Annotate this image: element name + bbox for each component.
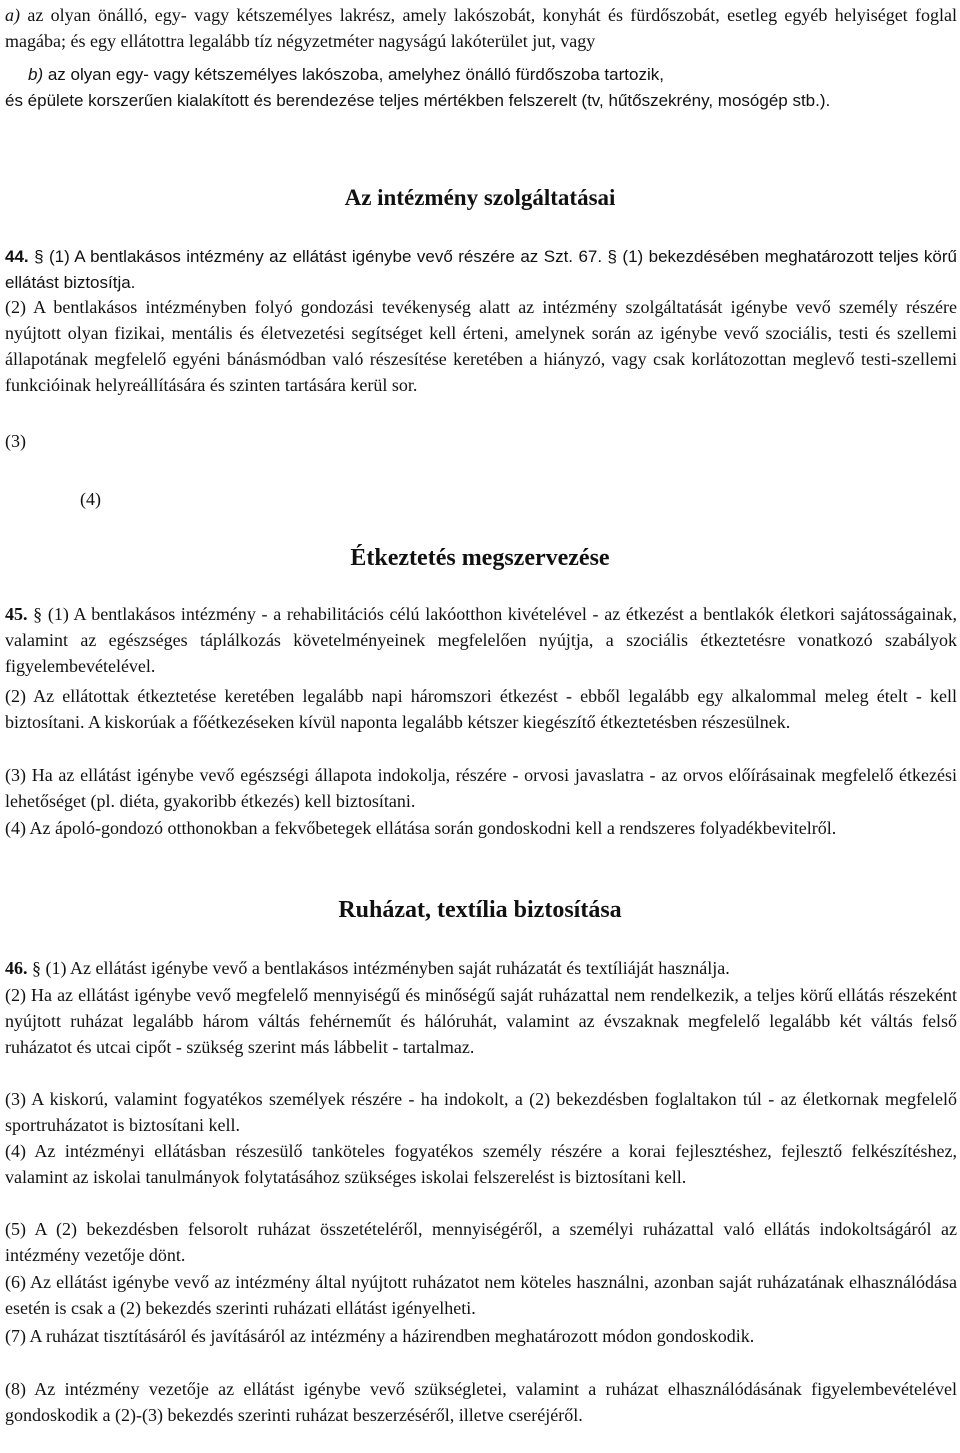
section-46-para-4: (4) Az intézményi ellátásban részesülő tanköteles fogyatékos személy részére a korai fejlesztéshez, fejlesztő felkészítéshez, valamint az iskolai tanulmányok folytatásához szükséges iskolai felszerelést is biztosítani kell. [5, 1141, 957, 1187]
section-46-para-8: (8) Az intézmény vezetője az ellátást igénybe vevő szükségletei, valamint a ruházat elhasználódásának figyelembevételével gondoskodik a (2)-(3) bekezdés szerinti ruházat beszerzéséről, illetve cseréjéről. [5, 1379, 957, 1425]
clause-b-marker: b) [28, 65, 44, 84]
clause-a-marker: a) [5, 5, 20, 25]
section-46-para-2: (2) Ha az ellátást igénybe vevő megfelelő mennyiségű és minőségű saját ruházattal nem rendelkezik, a teljes körű ellátás részeként nyújtott ruházat legalább három váltás fehérneműt és hálóruhát, valamint az évszaknak megfelelő legalább két váltás felső ruházatot és utcai cipőt - szükség szerint más lábbelit - tartalmaz. [5, 985, 957, 1057]
section-45-number: 45. [5, 604, 28, 624]
section-heading-catering: Étkeztetés megszervezése [350, 545, 610, 571]
section-heading-clothing: Ruházat, textília biztosítása [338, 897, 622, 923]
section-44-para-1 [5, 244, 957, 296]
section-44-para-1-text: § (1) A bentlakásos intézmény az ellátást igénybe vevő részére az Szt. 67. § (1) bekezdésében meghatározott teljes körű ellátást biztosítja. [5, 247, 957, 292]
section-45-para-4: (4) Az ápoló-gondozó otthonokban a fekvőbetegek ellátása során gondoskodni kell a rendszeres folyadékbevitelről. [5, 818, 837, 838]
section-44-number: 44. [5, 247, 29, 266]
section-45-para-1-text: § (1) A bentlakásos intézmény - a rehabilitációs célú lakóotthon kivételével - az étkezést a bentlakók életkori sajátosságainak, valamint az egészséges táplálkozás követelményeinek megfelelően nyújtja, a szociális étkeztetésre vonatkozó szabályok figyelembevételével. [5, 604, 957, 676]
section-46-para-1-text: § (1) Az ellátást igénybe vevő a bentlakásos intézményben saját ruházatát és textíliáját használja. [27, 958, 730, 978]
clause-b-line1 [28, 62, 957, 88]
section-46-number: 46. [5, 958, 28, 978]
clause-b-text: az olyan egy- vagy kétszemélyes lakószoba, amelyhez önálló fürdőszoba tartozik, [43, 65, 664, 84]
section-46-para-7: (7) A ruházat tisztításáról és javításáról az intézmény a házirendben meghatározott módon gondoskodik. [5, 1326, 755, 1346]
section-46-para-5: (5) A (2) bekezdésben felsorolt ruházat összetételéről, mennyiségéről, a személyi ruházattal való ellátás indokoltságáról az intézmény vezetője dönt. [5, 1219, 957, 1265]
section-44-para-4: (4) [80, 489, 101, 509]
section-44-para-2: (2) A bentlakásos intézményben folyó gondozási tevékenység alatt az intézmény szolgáltatását igénybe vevő személy részére nyújtott olyan fizikai, mentális és életvezetési segítséget kell érteni, amelynek során az igénybe vevő szociális, testi és szellemi állapotának megfelelő egyéni bánásmódban való részesítése keretében a hiányzó, vagy csak korlátozottan meglevő testi-szellemi funkcióinak helyreállítására és szinten tartására kerül sor. [5, 297, 957, 395]
section-46-para-1 [5, 955, 957, 981]
clause-a-text: az olyan önálló, egy- vagy kétszemélyes lakrész, amely lakószobát, konyhát és fürdőszobát, esetleg egyéb helyiséget foglal magába; és egy ellátottra legalább tíz négyzetméter nagyságú lakóterület jut, vagy [5, 5, 957, 51]
section-46-para-6: (6) Az ellátást igénybe vevő az intézmény által nyújtott ruházatot nem köteles használni, azonban saját ruházatának elhasználódása esetén is csak a (2) bekezdés szerinti ruházati ellátást igényelheti. [5, 1272, 957, 1318]
section-45-para-1 [5, 601, 957, 679]
section-heading-services: Az intézmény szolgáltatásai [344, 185, 616, 210]
section-45-para-2: (2) Az ellátottak étkeztetése keretében legalább napi háromszori étkezést - ebből legalább egy alkalommal meleg ételt - kell biztosítani. A kiskorúak a főétkezéseken kívül naponta legalább kétszer kiegészítő étkeztetésben részesülnek. [5, 686, 957, 732]
section-45-para-3: (3) Ha az ellátást igénybe vevő egészségi állapota indokolja, részére - orvosi javaslatra - az orvos előírásainak megfelelő étkezési lehetőséget (pl. diéta, gyakoribb étkezés) kell biztosítani. [5, 765, 957, 811]
clause-a [5, 2, 957, 54]
section-46-para-3: (3) A kiskorú, valamint fogyatékos személyek részére - ha indokolt, a (2) bekezdésben foglaltakon túl - az életkornak megfelelő sportruházatot is biztosítani kell. [5, 1089, 957, 1135]
section-44-para-3: (3) [5, 431, 26, 451]
clause-b-rest: és épülete korszerűen kialakított és berendezése teljes mértékben felszerelt (tv, hűtőszekrény, mosógép stb.). [5, 91, 831, 110]
